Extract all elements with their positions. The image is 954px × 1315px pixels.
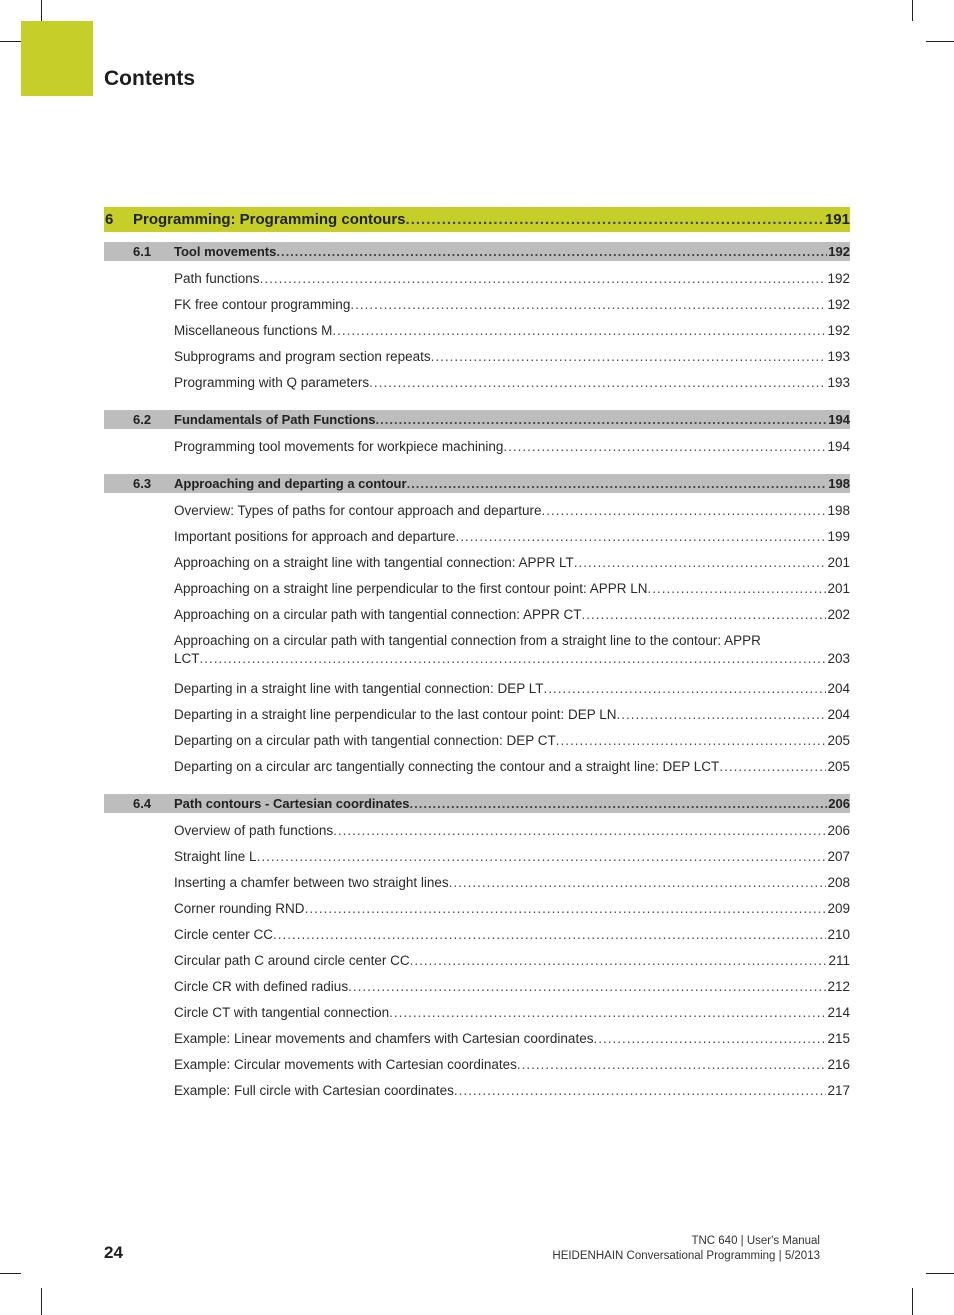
toc-entry[interactable] [174,528,850,554]
entry-page: 202 [827,607,850,622]
entry-title: Important positions for approach and departure [174,529,456,544]
toc-entry[interactable] [174,822,850,848]
header-color-block [21,21,93,96]
dot-leader [431,348,827,366]
toc-entry[interactable] [174,758,850,784]
entry-page: 212 [827,979,850,994]
dot-leader [333,822,826,840]
dot-leader [574,554,827,572]
entry-title: Departing on a circular path with tangential connection: DEP CT [174,733,556,748]
entry-title: Example: Full circle with Cartesian coordinates [174,1083,454,1098]
entry-page: 216 [827,1057,850,1072]
section-page: 198 [828,476,850,491]
crop-mark [41,0,42,21]
section-heading[interactable] [104,410,850,429]
entry-page: 206 [827,823,850,838]
entry-title: Corner rounding RND [174,901,305,916]
entry-page: 210 [827,927,850,942]
entry-title: Approaching on a straight line perpendicular to the first contour point: APPR LN [174,581,648,596]
toc-entry[interactable] [174,926,850,952]
section-number: 6.2 [133,412,152,427]
entry-page: 192 [827,297,850,312]
entry-page: 204 [827,681,850,696]
chapter-title: Programming: Programming contours [133,211,406,228]
entry-page: 204 [827,707,850,722]
dot-leader [406,211,824,228]
table-of-contents [104,205,850,1108]
dot-leader [454,1082,827,1100]
chapter-page: 191 [824,211,850,228]
toc-entry[interactable] [174,580,850,606]
entry-title: Circle CT with tangential connection [174,1005,390,1020]
dot-leader [332,322,826,340]
dot-leader [348,978,826,996]
entry-page: 211 [828,953,850,968]
dot-leader [582,606,827,624]
crop-mark [0,1273,21,1274]
toc-entry[interactable] [174,706,850,732]
dot-leader [517,1056,827,1074]
toc-entry[interactable] [174,978,850,1004]
dot-leader [410,796,828,811]
crop-mark [926,1273,954,1274]
page-title: Contents [104,67,195,90]
footer-meta [552,1234,820,1264]
entry-title: Departing on a circular arc tangentially connecting the contour and a straight line: DEP LCT [174,759,720,774]
footer-line-2: HEIDENHAIN Conversational Programming | 5/2013 [552,1250,820,1262]
toc-entry[interactable] [174,270,850,296]
entry-title: Subprograms and program section repeats [174,349,431,364]
toc-entry[interactable] [174,322,850,348]
entry-title: Approaching on a straight line with tangential connection: APPR LT [174,555,574,570]
dot-leader [617,706,827,724]
toc-entry[interactable] [174,606,850,632]
toc-entry[interactable] [174,502,850,528]
crop-mark [912,0,913,21]
crop-mark [926,41,954,42]
dot-leader [260,270,827,288]
dot-leader [449,874,827,892]
dot-leader [350,296,826,314]
section-page: 206 [828,796,850,811]
section-title: Tool movements [174,244,277,259]
entry-title: Approaching on a circular path with tangential connection from a straight line to the contour: APPR [174,633,761,648]
toc-entry[interactable] [174,874,850,900]
toc-entry[interactable] [174,438,850,464]
entry-title: Departing in a straight line with tangential connection: DEP LT [174,681,544,696]
section-title: Path contours - Cartesian coordinates [174,796,410,811]
section-heading[interactable] [104,794,850,813]
dot-leader [503,438,826,456]
toc-entry[interactable] [174,554,850,580]
entry-page: 192 [827,323,850,338]
chapter-number: 6 [105,211,114,228]
entry-page: 217 [827,1083,850,1098]
section-title: Fundamentals of Path Functions [174,412,376,427]
entry-title-continued: LCT [174,651,200,666]
entry-title: FK free contour programming [174,297,351,312]
toc-entry[interactable] [174,732,850,758]
dot-leader [389,1004,826,1022]
section-heading[interactable] [104,474,850,493]
toc-entry[interactable] [174,632,850,680]
section-number: 6.3 [133,476,152,491]
toc-entry[interactable] [174,348,850,374]
toc-entry[interactable] [174,1082,850,1108]
entry-title: Programming with Q parameters [174,375,370,390]
dot-leader [455,528,826,546]
entry-page: 193 [827,349,850,364]
entry-page: 205 [827,759,850,774]
entry-title: Straight line L [174,849,257,864]
entry-page: 215 [827,1031,850,1046]
dot-leader [273,926,826,944]
toc-entry[interactable] [174,1004,850,1030]
toc-entry[interactable] [174,1056,850,1082]
entry-page: 201 [827,581,850,596]
entry-page: 214 [827,1005,850,1020]
entry-title: Programming tool movements for workpiece machining [174,439,504,454]
dot-leader [200,650,827,668]
entry-title: Circular path C around circle center CC [174,953,410,968]
entry-title: Circle CR with defined radius [174,979,349,994]
crop-mark [912,1288,913,1315]
crop-mark [41,1288,42,1315]
entry-page: 193 [827,375,850,390]
entry-page: 209 [827,901,850,916]
footer-line-1: TNC 640 | User's Manual [691,1235,820,1247]
entry-page: 205 [827,733,850,748]
chapter-heading[interactable] [104,207,850,232]
entry-title: Example: Circular movements with Cartesian coordinates [174,1057,517,1072]
entry-page: 192 [827,271,850,286]
page-number: 24 [104,1243,123,1262]
dot-leader [556,732,827,750]
dot-leader [648,580,827,598]
entry-title: Overview of path functions [174,823,334,838]
dot-leader [593,1030,826,1048]
entry-title: Approaching on a circular path with tangential connection: APPR CT [174,607,582,622]
entry-title: Miscellaneous functions M [174,323,333,338]
entry-page: 199 [827,529,850,544]
dot-leader [541,502,826,520]
section-page: 194 [828,412,850,427]
dot-leader [369,374,826,392]
dot-leader [719,758,826,776]
entry-title: Circle center CC [174,927,274,942]
entry-title: Path functions [174,271,260,286]
dot-leader [407,476,828,491]
entry-title: Departing in a straight line perpendicular to the last contour point: DEP LN [174,707,617,722]
section-page: 192 [828,244,850,259]
entry-page: 201 [827,555,850,570]
section-heading[interactable] [104,242,850,261]
entry-page: 208 [827,875,850,890]
toc-entry[interactable] [174,900,850,926]
entry-page: 198 [827,503,850,518]
dot-leader [276,244,827,259]
dot-leader [543,680,826,698]
toc-entry[interactable] [174,1030,850,1056]
dot-leader [257,848,827,866]
entry-page: 194 [827,439,850,454]
section-title: Approaching and departing a contour [174,476,407,491]
toc-entry[interactable] [174,680,850,706]
entry-title: Example: Linear movements and chamfers with Cartesian coordinates [174,1031,594,1046]
entry-page: 203 [827,651,850,666]
section-number: 6.4 [133,796,152,811]
dot-leader [305,900,827,918]
toc-entry[interactable] [174,296,850,322]
toc-entry[interactable] [174,374,850,400]
crop-mark [0,41,21,42]
entry-title: Overview: Types of paths for contour approach and departure [174,503,542,518]
toc-entry[interactable] [174,952,850,978]
entry-title: Inserting a chamfer between two straight lines [174,875,449,890]
dot-leader [410,952,828,970]
section-number: 6.1 [133,244,152,259]
toc-entry[interactable] [174,848,850,874]
entry-page: 207 [827,849,850,864]
dot-leader [376,412,828,427]
